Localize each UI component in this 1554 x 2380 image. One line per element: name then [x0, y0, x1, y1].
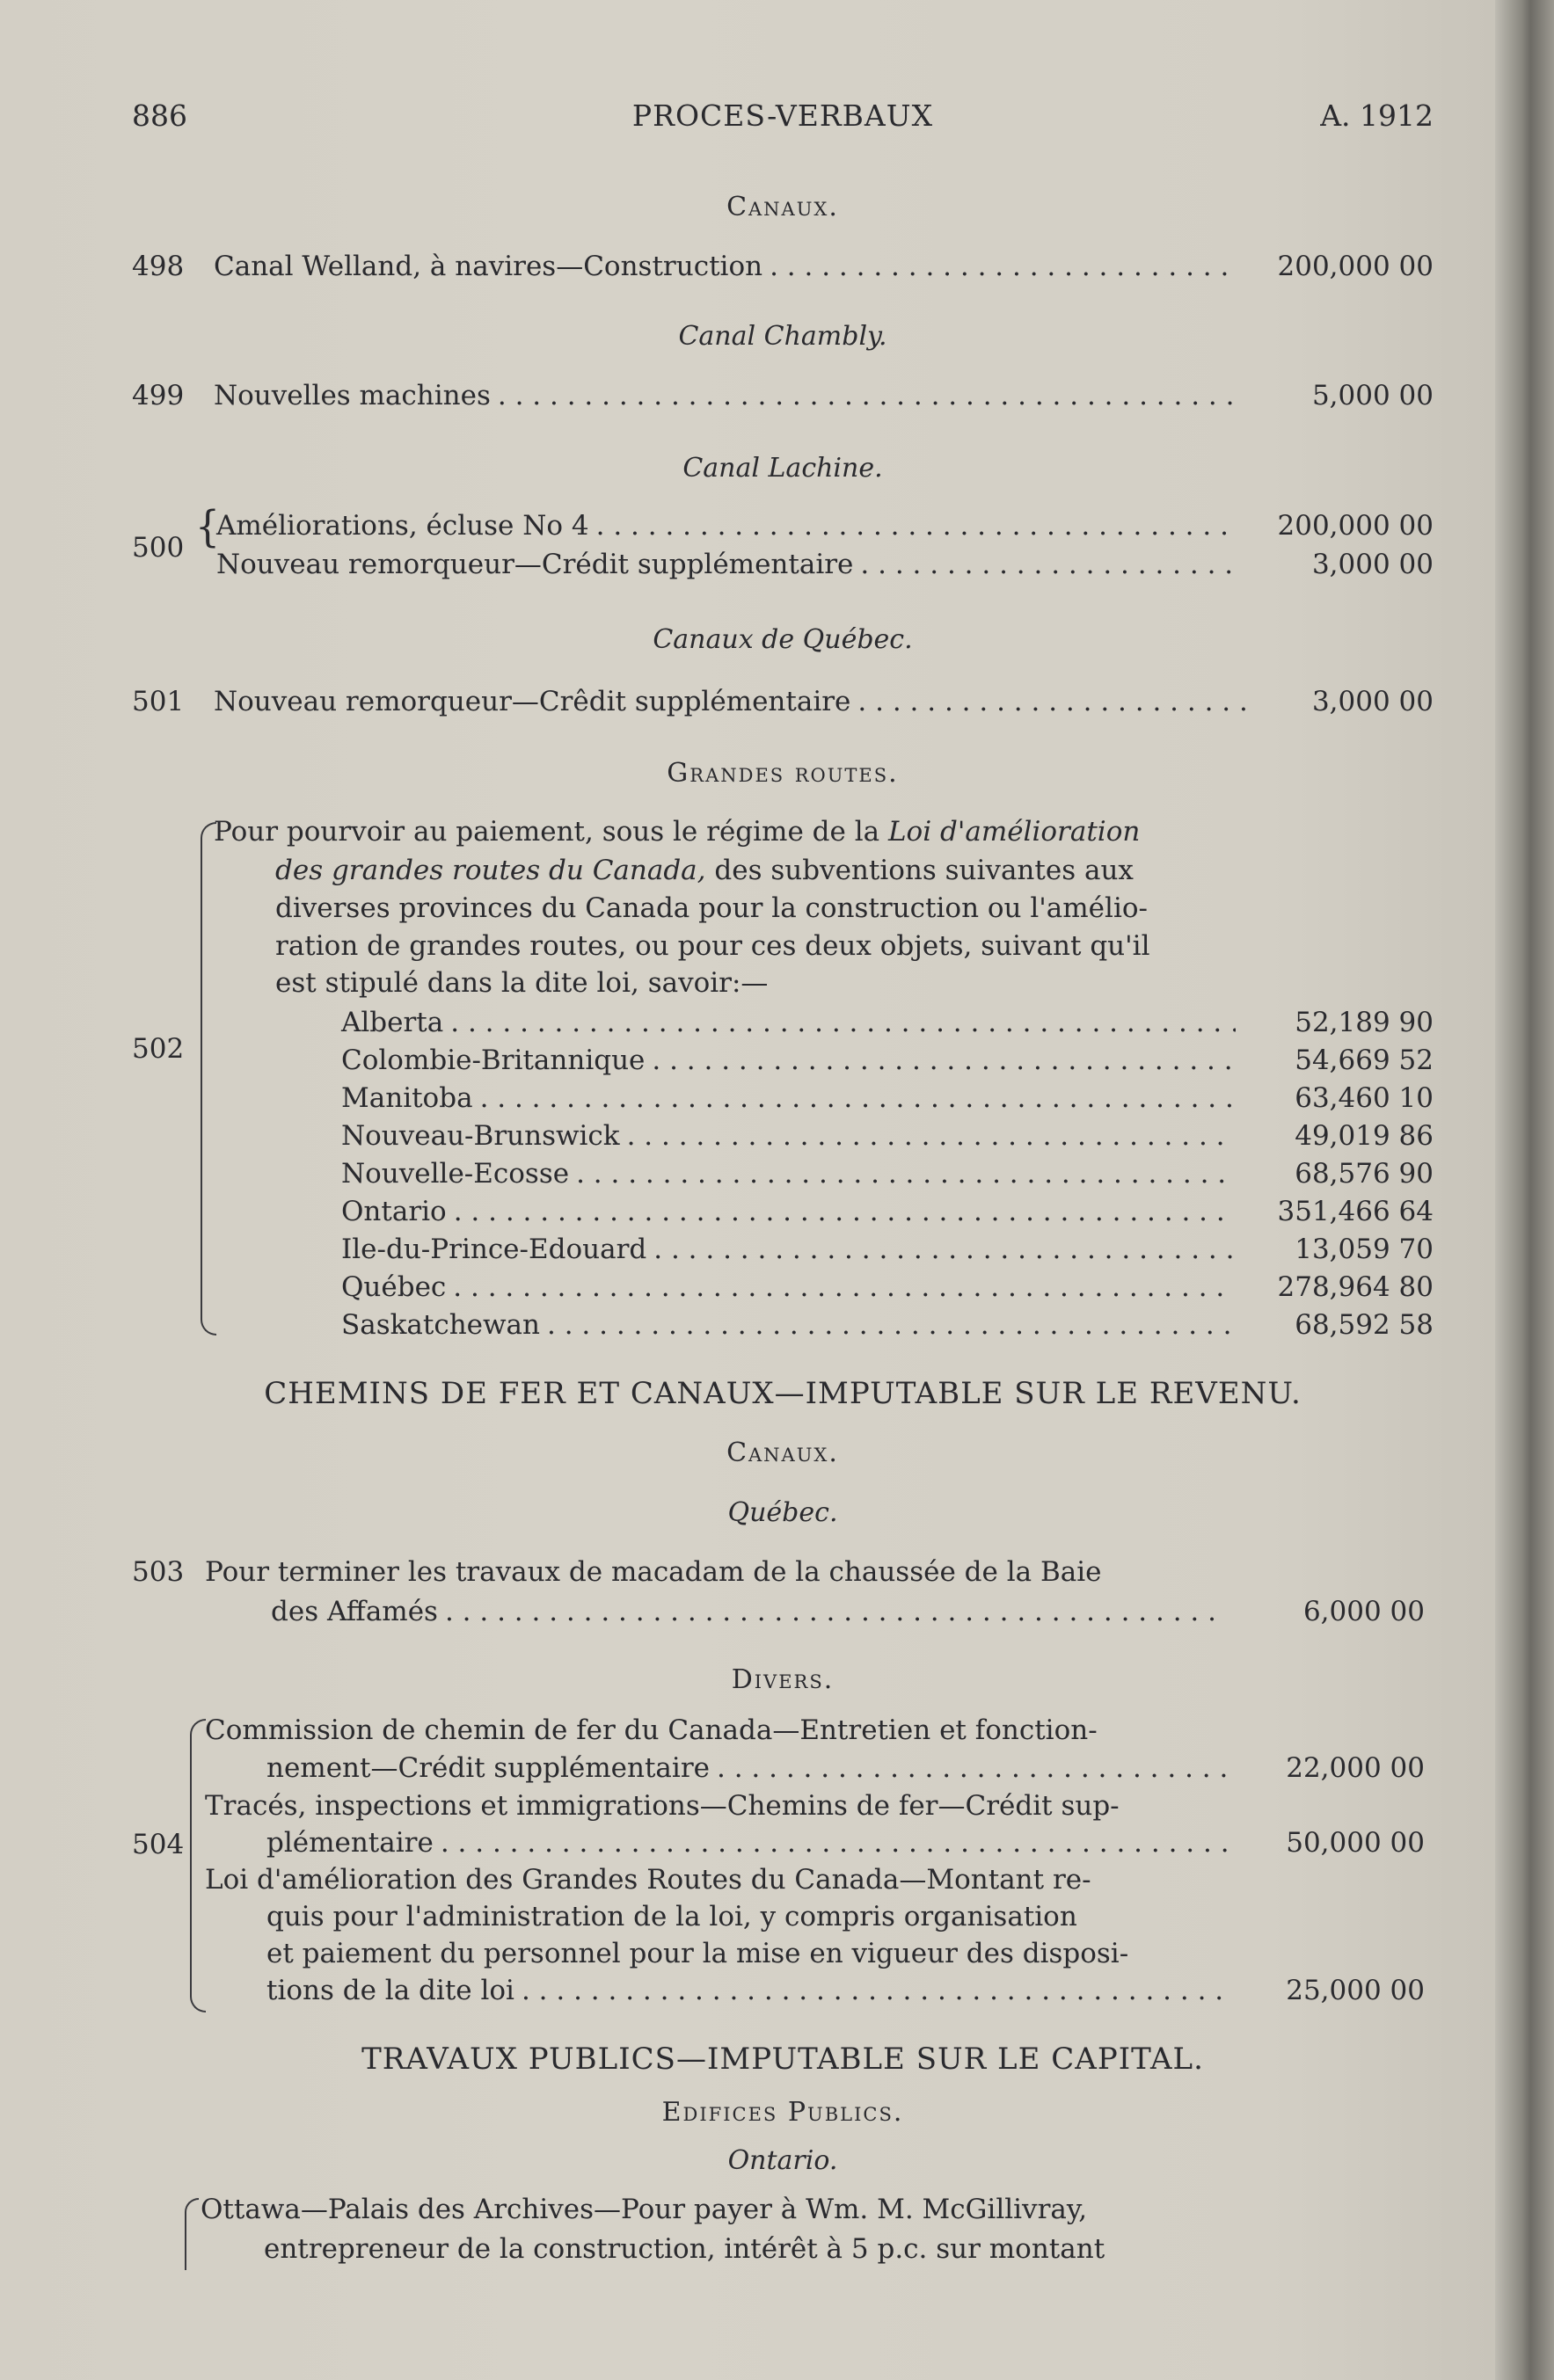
section-chemins-de-fer: CHEMINS DE FER ET CANAUX—IMPUTABLE SUR LE REVENU. — [264, 1376, 1302, 1411]
item-501-line — [214, 686, 1260, 717]
item-498-text: Canal Welland, à navires—Construction — [214, 251, 763, 282]
item-501-amount: 3,000 00 — [1311, 686, 1434, 717]
item-504a-line-2 — [266, 1752, 1234, 1784]
province-name: Alberta — [341, 1007, 444, 1038]
province-row — [341, 1120, 1243, 1152]
province-name: Ile-du-Prince-Edouard — [341, 1234, 647, 1265]
brace-ottawa — [185, 2198, 199, 2270]
item-502-intro-2: des subventions suivantes aux — [714, 855, 1134, 886]
item-499-text: Nouvelles machines — [214, 380, 491, 411]
brace-500: { — [195, 502, 220, 552]
item-number-503: 503 — [132, 1556, 185, 1588]
item-498-amount: 200,000 00 — [1277, 251, 1434, 282]
item-504b-line-2 — [266, 1827, 1234, 1859]
province-name: Colombie-Britannique — [341, 1044, 646, 1076]
item-503-amount: 6,000 00 — [1302, 1596, 1425, 1627]
section-travaux-publics: TRAVAUX PUBLICS—IMPUTABLE SUR LE CAPITAL. — [361, 2042, 1204, 2077]
item-502-intro-line-2 — [275, 855, 1134, 886]
section-canaux: Canaux. — [726, 192, 839, 222]
section-divers: Divers. — [731, 1664, 835, 1695]
running-title: PROCES-VERBAUX — [631, 98, 934, 133]
item-504a-line-1: Commission de chemin de fer du Canada—Entretien et fonction- — [205, 1714, 1098, 1746]
section-canaux-2: Canaux. — [726, 1437, 839, 1468]
ottawa-line-1: Ottawa—Palais des Archives—Pour payer à Wm. M. McGillivray, — [201, 2194, 1088, 2225]
item-503-text: des Affamés — [271, 1596, 438, 1627]
item-number-504: 504 — [132, 1829, 185, 1860]
page-header — [132, 98, 1434, 142]
province-amount: 63,460 10 — [1295, 1082, 1434, 1114]
item-504b-text: plémentaire — [266, 1827, 434, 1859]
province-row — [341, 1196, 1243, 1227]
item-504b-amount: 50,000 00 — [1286, 1827, 1425, 1859]
province-name: Nouvelle-Ecosse — [341, 1158, 570, 1190]
province-row — [341, 1234, 1243, 1265]
section-ontario: Ontario. — [727, 2145, 838, 2176]
section-canal-lachine: Canal Lachine. — [682, 453, 883, 484]
item-number-500: 500 — [132, 532, 185, 564]
item-504a-text: nement—Crédit supplémentaire — [266, 1752, 710, 1784]
province-amount: 351,466 64 — [1277, 1196, 1434, 1227]
province-row — [341, 1309, 1243, 1341]
page-number: 886 — [132, 98, 187, 133]
item-502-intro-2-italic: des grandes routes du Canada, — [275, 855, 706, 886]
book-gutter — [1495, 0, 1554, 2380]
province-row — [341, 1044, 1243, 1076]
item-504c-text: tions de la dite loi — [266, 1975, 514, 2006]
province-amount: 278,964 80 — [1277, 1271, 1434, 1303]
province-amount: 68,592 58 — [1295, 1309, 1434, 1341]
item-number-498: 498 — [132, 251, 185, 282]
province-name: Nouveau-Brunswick — [341, 1120, 620, 1152]
item-504b-line-1: Tracés, inspections et immigrations—Chemins de fer—Crédit sup- — [205, 1790, 1120, 1822]
item-502-intro-1-italic: Loi d'amélioration — [887, 816, 1141, 848]
section-canal-chambly: Canal Chambly. — [678, 321, 887, 352]
item-502-intro-line-5: est stipulé dans la dite loi, savoir:— — [275, 967, 769, 999]
province-name: Ontario — [341, 1196, 447, 1227]
item-502-intro-line-4: ration de grandes routes, ou pour ces deux objets, suivant qu'il — [275, 930, 1150, 962]
province-amount: 13,059 70 — [1295, 1234, 1434, 1265]
item-number-499: 499 — [132, 380, 185, 411]
item-504c-line-4 — [266, 1975, 1234, 2006]
item-500a-amount: 200,000 00 — [1277, 510, 1434, 542]
province-amount: 52,189 90 — [1295, 1007, 1434, 1038]
province-amount: 68,576 90 — [1295, 1158, 1434, 1190]
item-502-intro-line-3: diverses provinces du Canada pour la construction ou l'amélio- — [275, 892, 1148, 924]
item-504c-line-3: et paiement du personnel pour la mise en vigueur des disposi- — [266, 1938, 1129, 1969]
section-canaux-quebec: Canaux de Québec. — [653, 624, 913, 655]
item-502-intro-1: Pour pourvoir au paiement, sous le régime de la — [214, 816, 880, 848]
province-row — [341, 1158, 1243, 1190]
item-500a-text: Améliorations, écluse No 4 — [216, 510, 589, 542]
item-504c-amount: 25,000 00 — [1286, 1975, 1425, 2006]
item-500b-text: Nouveau remorqueur—Crédit supplémentaire — [216, 549, 854, 580]
section-grandes-routes: Grandes routes. — [667, 758, 899, 789]
item-499-amount: 5,000 00 — [1311, 380, 1434, 411]
section-quebec: Québec. — [727, 1497, 838, 1528]
item-500b-amount: 3,000 00 — [1311, 549, 1434, 580]
province-name: Manitoba — [341, 1082, 473, 1114]
item-number-502: 502 — [132, 1033, 185, 1065]
item-504c-line-2: quis pour l'administration de la loi, y compris organisation — [266, 1901, 1077, 1932]
section-edifices-publics: Edifices Publics. — [661, 2097, 904, 2128]
item-499-line — [214, 380, 1243, 411]
province-row — [341, 1271, 1243, 1303]
province-row — [341, 1082, 1243, 1114]
item-500a-line — [216, 510, 1243, 542]
province-amount: 49,019 86 — [1295, 1120, 1434, 1152]
item-502-intro-line-1 — [214, 816, 1140, 848]
item-number-501: 501 — [132, 686, 185, 717]
item-503-line-1: Pour terminer les travaux de macadam de la chaussée de la Baie — [205, 1556, 1102, 1588]
province-name: Saskatchewan — [341, 1309, 541, 1341]
item-504a-amount: 22,000 00 — [1286, 1752, 1425, 1784]
item-503-line-2 — [271, 1596, 1234, 1627]
item-501-text: Nouveau remorqueur—Crêdit supplémentaire — [214, 686, 851, 717]
item-504c-line-1: Loi d'amélioration des Grandes Routes du Canada—Montant re- — [205, 1864, 1091, 1896]
ottawa-line-2: entrepreneur de la construction, intérêt à 5 p.c. sur montant — [264, 2233, 1105, 2265]
province-row — [341, 1007, 1243, 1038]
brace-502 — [201, 822, 216, 1336]
province-amount: 54,669 52 — [1295, 1044, 1434, 1076]
province-name: Québec — [341, 1271, 447, 1303]
brace-504 — [190, 1719, 206, 2012]
year-marker: A. 1912 — [1320, 98, 1434, 133]
item-498-line — [214, 251, 1243, 282]
item-500b-line — [216, 549, 1243, 580]
